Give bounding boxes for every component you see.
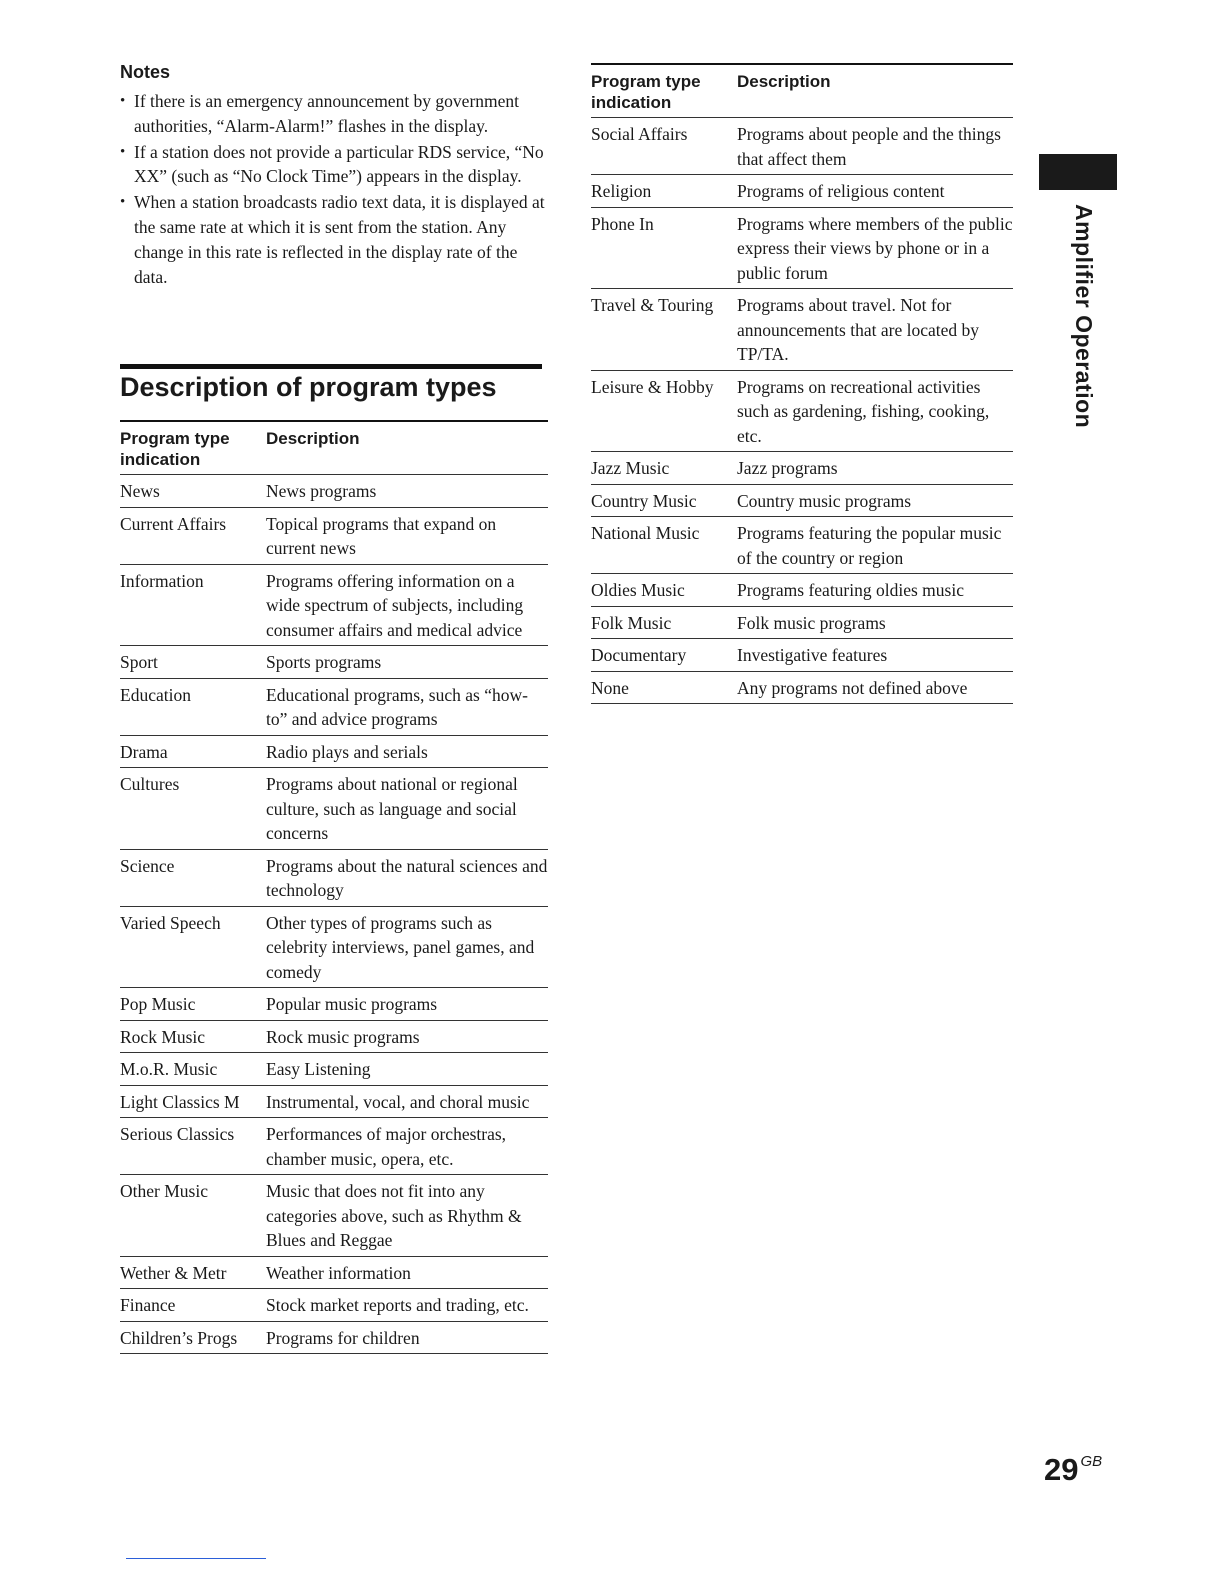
- table-row: [591, 606, 1013, 639]
- description-cell: Programs where members of the public express their views by phone or in a public forum: [737, 207, 1013, 289]
- program-type-cell: News: [120, 475, 266, 508]
- description-cell: Programs about travel. Not for announcements that are located by TP/TA.: [737, 289, 1013, 371]
- description-cell: Programs for children: [266, 1321, 548, 1354]
- table-row: [120, 849, 548, 906]
- description-cell: Other types of programs such as celebrity interviews, panel games, and comedy: [266, 906, 548, 988]
- program-type-cell: Finance: [120, 1289, 266, 1322]
- description-cell: Performances of major orchestras, chamber music, opera, etc.: [266, 1118, 548, 1175]
- description-cell: Programs of religious content: [737, 175, 1013, 208]
- bottom-rule: [126, 1558, 266, 1559]
- page-number-suffix: GB: [1080, 1453, 1103, 1470]
- description-cell: Popular music programs: [266, 988, 548, 1021]
- table-row: [120, 1085, 548, 1118]
- description-cell: Programs featuring the popular music of the country or region: [737, 517, 1013, 574]
- program-type-cell: National Music: [591, 517, 737, 574]
- table-row: [120, 988, 548, 1021]
- table-row: [591, 671, 1013, 704]
- table-row: [591, 574, 1013, 607]
- program-type-cell: Country Music: [591, 484, 737, 517]
- description-cell: Topical programs that expand on current news: [266, 507, 548, 564]
- table-row: [120, 906, 548, 988]
- description-cell: Programs featuring oldies music: [737, 574, 1013, 607]
- description-cell: Programs on recreational activities such as gardening, fishing, cooking, etc.: [737, 370, 1013, 452]
- table-row: [120, 1053, 548, 1086]
- description-cell: Educational programs, such as “how-to” and advice programs: [266, 678, 548, 735]
- table-header-row: [591, 64, 1013, 118]
- program-type-cell: Drama: [120, 735, 266, 768]
- section-title: Description of program types: [120, 372, 497, 402]
- program-type-cell: None: [591, 671, 737, 704]
- table-row: [120, 1256, 548, 1289]
- table-header-row: [120, 421, 548, 475]
- table-row: [120, 1020, 548, 1053]
- table-row: [120, 735, 548, 768]
- program-types-table-right: [591, 63, 1013, 704]
- program-type-cell: Education: [120, 678, 266, 735]
- program-type-cell: Children’s Progs: [120, 1321, 266, 1354]
- program-type-cell: Folk Music: [591, 606, 737, 639]
- program-type-cell: Oldies Music: [591, 574, 737, 607]
- table-row: [120, 768, 548, 850]
- description-cell: Programs about national or regional culture, such as language and social concerns: [266, 768, 548, 850]
- description-cell: Music that does not fit into any categories above, such as Rhythm & Blues and Reggae: [266, 1175, 548, 1257]
- program-type-cell: Varied Speech: [120, 906, 266, 988]
- program-type-cell: Wether & Metr: [120, 1256, 266, 1289]
- description-cell: Rock music programs: [266, 1020, 548, 1053]
- program-type-cell: Serious Classics: [120, 1118, 266, 1175]
- program-type-cell: Phone In: [591, 207, 737, 289]
- table-row: [120, 646, 548, 679]
- description-cell: Programs about people and the things that affect them: [737, 118, 1013, 175]
- program-type-cell: Light Classics M: [120, 1085, 266, 1118]
- description-cell: Easy Listening: [266, 1053, 548, 1086]
- table-body-right: [591, 118, 1013, 704]
- notes-heading: Notes: [120, 62, 171, 82]
- program-type-cell: Sport: [120, 646, 266, 679]
- table-row: [591, 175, 1013, 208]
- header-program-type: Program type indication: [591, 72, 701, 112]
- program-type-cell: Cultures: [120, 768, 266, 850]
- table-row: [120, 564, 548, 646]
- program-type-cell: Science: [120, 849, 266, 906]
- program-type-cell: Current Affairs: [120, 507, 266, 564]
- program-type-cell: Religion: [591, 175, 737, 208]
- notes-section: [118, 62, 548, 290]
- table-row: [120, 507, 548, 564]
- table-row: [591, 639, 1013, 672]
- description-cell: News programs: [266, 475, 548, 508]
- table-row: [120, 1118, 548, 1175]
- description-cell: Instrumental, vocal, and choral music: [266, 1085, 548, 1118]
- table-row: [120, 1175, 548, 1257]
- program-type-cell: M.o.R. Music: [120, 1053, 266, 1086]
- section-rule: [120, 364, 542, 369]
- table-body-left: [120, 475, 548, 1354]
- program-type-cell: Leisure & Hobby: [591, 370, 737, 452]
- program-type-cell: Pop Music: [120, 988, 266, 1021]
- notes-list: [118, 89, 548, 289]
- description-cell: Stock market reports and trading, etc.: [266, 1289, 548, 1322]
- program-type-cell: Documentary: [591, 639, 737, 672]
- description-cell: Programs about the natural sciences and technology: [266, 849, 548, 906]
- description-cell: Investigative features: [737, 639, 1013, 672]
- description-cell: Country music programs: [737, 484, 1013, 517]
- description-cell: Any programs not defined above: [737, 671, 1013, 704]
- table-row: [120, 1289, 548, 1322]
- program-type-cell: Travel & Touring: [591, 289, 737, 371]
- table-row: [591, 517, 1013, 574]
- program-types-table-left: [120, 420, 548, 1354]
- note-item: • If a station does not provide a particular RDS service, “No XX” (such as “No Clock Time”) appears in the display.: [118, 140, 548, 190]
- description-cell: Radio plays and serials: [266, 735, 548, 768]
- program-type-cell: Rock Music: [120, 1020, 266, 1053]
- description-cell: Sports programs: [266, 646, 548, 679]
- header-program-type: Program type indication: [120, 429, 230, 469]
- table-row: [591, 452, 1013, 485]
- description-cell: Jazz programs: [737, 452, 1013, 485]
- side-tab-marker: [1039, 154, 1117, 190]
- note-item: • If there is an emergency announcement by government authorities, “Alarm-Alarm!” flashes in the display.: [118, 89, 548, 139]
- program-type-cell: Information: [120, 564, 266, 646]
- table-row: [591, 484, 1013, 517]
- page-number-value: 29: [1044, 1452, 1079, 1487]
- description-cell: Weather information: [266, 1256, 548, 1289]
- note-item: • When a station broadcasts radio text data, it is displayed at the same rate at which it is sent from the station. Any change in this rate is reflected in the display rate of the data.: [118, 190, 548, 289]
- table-row: [120, 1321, 548, 1354]
- table-row: [591, 370, 1013, 452]
- table-row: [120, 678, 548, 735]
- page-number: [1044, 1452, 1102, 1488]
- program-type-cell: Social Affairs: [591, 118, 737, 175]
- side-tab-label: Amplifier Operation: [1071, 204, 1097, 429]
- description-cell: Folk music programs: [737, 606, 1013, 639]
- program-type-cell: Other Music: [120, 1175, 266, 1257]
- description-cell: Programs offering information on a wide spectrum of subjects, including consumer affairs and medical advice: [266, 564, 548, 646]
- table-row: [591, 118, 1013, 175]
- header-description: Description: [266, 429, 360, 448]
- table-row: [591, 207, 1013, 289]
- table-row: [120, 475, 548, 508]
- header-description: Description: [737, 72, 831, 91]
- table-row: [591, 289, 1013, 371]
- program-type-cell: Jazz Music: [591, 452, 737, 485]
